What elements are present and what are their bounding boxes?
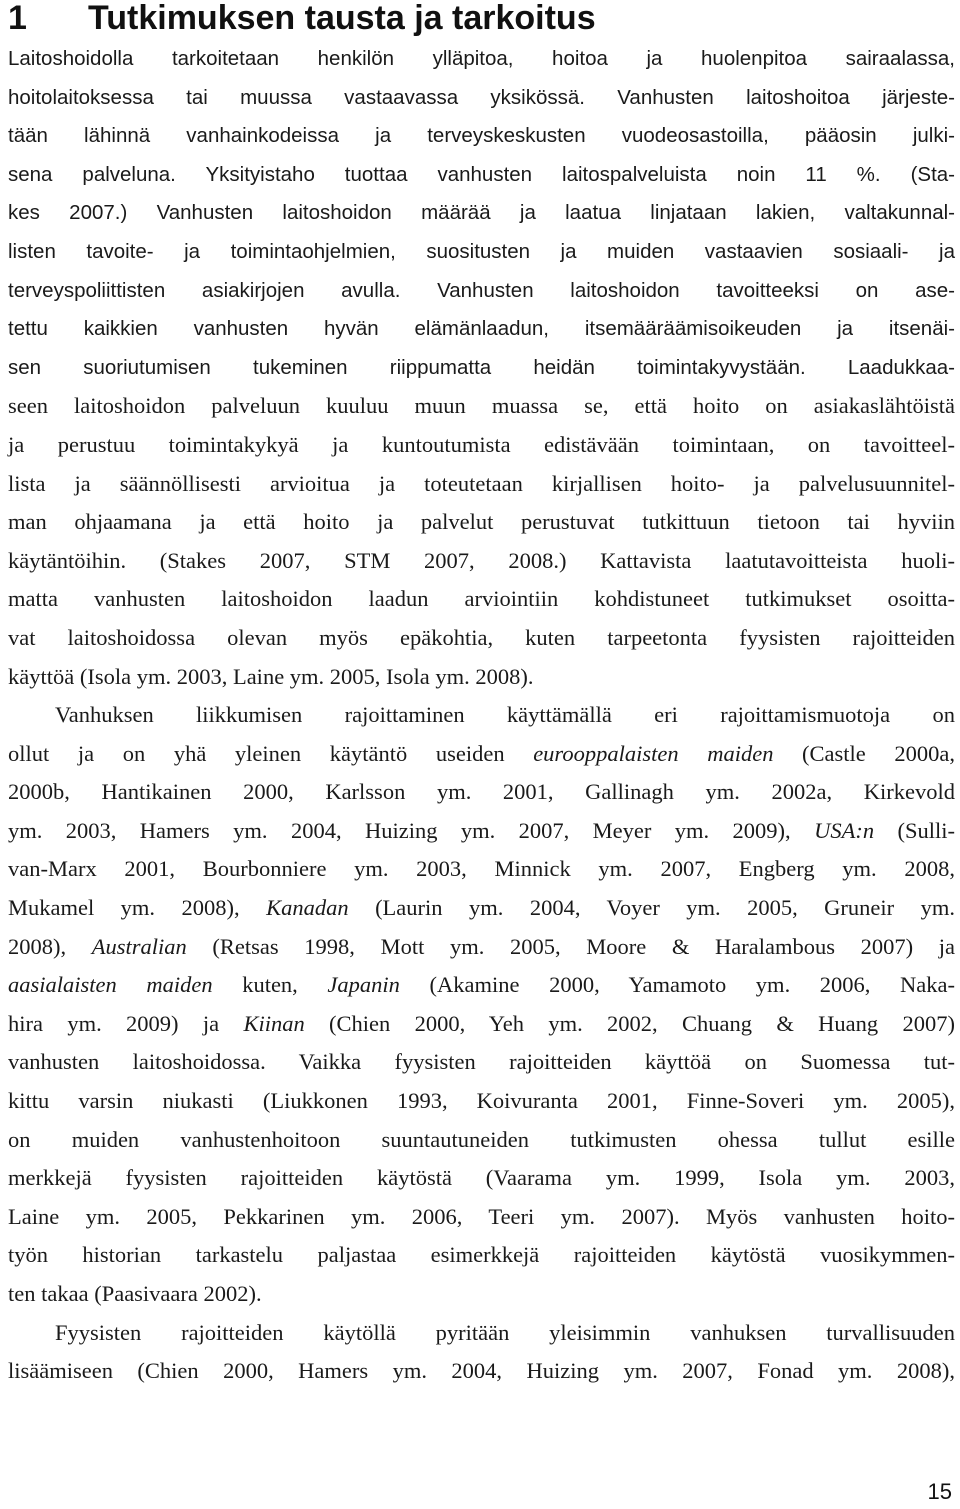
text-segment: lista ja säännöllisesti arvioitua ja toteutetaan kirjallisen hoito- ja palvelusuunnitel- [8,470,955,496]
text-segment: tään lähinnä vanhainkodeissa ja terveyskeskusten vuodeosastoilla, pääosin julki- [8,124,955,148]
text-line [8,542,955,581]
text-segment: van-Marx 2001, Bourbonniere ym. 2003, Minnick ym. 2007, Engberg ym. 2008, [8,856,955,882]
text-segment: Laine ym. 2005, Pekkarinen ym. 2006, Teeri ym. 2007). Myös vanhusten hoito- [8,1203,955,1229]
text-segment: 2000b, Hantikainen 2000, Karlsson ym. 2001, Gallinagh ym. 2002a, Kirkevold [8,779,955,805]
text-segment: terveyspoliittisten asiakirjojen avulla. Vanhusten laitoshoidon tavoitteeksi on ase- [8,278,955,302]
text-line [8,40,955,79]
text-line [8,1121,955,1160]
text-line [8,79,955,118]
text-line [8,349,955,388]
text-segment: sena palveluna. Yksityistaho tuottaa vanhusten laitospalveluista noin 11 %. (Sta- [8,162,955,186]
text-segment: man ohjaamana ja että hoito ja palvelut perustuvat tutkittuun tietoon tai hyviin [8,509,955,535]
text-line [8,580,955,619]
text-line [8,233,955,272]
text-line [8,966,955,1005]
text-segment: sen suoriutumisen tukeminen riippumatta heidän toimintakyvystään. Laadukkaa- [8,355,955,379]
text-segment: tettu kaikkien vanhusten hyvän elämänlaadun, itsemääräämisoikeuden ja itsenäi- [8,317,955,341]
text-line [8,928,955,967]
text-segment: kittu varsin niukasti (Liukkonen 1993, Koivuranta 2001, Finne-Soveri ym. 2005), [8,1088,955,1114]
text-line [8,1043,955,1082]
text-segment: ollut ja on yhä yleinen käytäntö useiden [8,740,534,766]
text-segment: vanhusten laitoshoidossa. Vaikka fyysisten rajoitteiden käyttöä on Suomessa tut- [8,1049,955,1075]
text-line [8,194,955,233]
text-line [8,812,955,851]
section-number: 1 [8,0,27,37]
text-segment: kes 2007.) Vanhusten laitoshoidon määrää ja laatua linjataan lakien, valtakunnal- [8,201,955,225]
text-segment: ym. 2003, Hamers ym. 2004, Huizing ym. 2007, Meyer ym. 2009), [8,817,815,843]
text-line [8,465,955,504]
text-line [8,696,955,735]
text-segment: lisäämiseen (Chien 2000, Hamers ym. 2004, Huizing ym. 2007, Fonad ym. 2008), [8,1358,955,1384]
text-line [8,426,955,465]
section-title: Tutkimuksen tausta ja tarkoitus [88,0,596,37]
text-line [8,1236,955,1275]
italic-text: eurooppalaisten maiden [533,740,774,766]
text-segment: vat laitoshoidossa olevan myös epäkohtia, kuten tarpeetonta fyysisten rajoitteiden [8,624,955,650]
text-line [8,1275,955,1314]
text-line [8,387,955,426]
text-line [8,1198,955,1237]
text-segment: hoitolaitoksessa tai muussa vastaavassa yksikössä. Vanhusten laitoshoitoa järjeste- [8,85,955,109]
text-segment: listen tavoite- ja toimintaohjelmien, suositusten ja muiden vastaavien sosiaali- ja [8,239,955,263]
text-line [8,619,955,658]
text-segment: ten takaa (Paasivaara 2002). [8,1281,262,1306]
text-line [8,272,955,311]
text-line [8,1159,955,1198]
text-segment: on muiden vanhustenhoitoon suuntautuneiden tutkimusten ohessa tullut esille [8,1126,955,1152]
italic-text: aasialaisten maiden [8,972,213,998]
text-segment: käyttöä (Isola ym. 2003, Laine ym. 2005, Isola ym. 2008). [8,663,534,689]
text-line [8,889,955,928]
page-number: 15 [927,1479,952,1504]
text-line [8,658,955,697]
text-segment: 2008), [8,933,92,959]
text-segment: Mukamel ym. 2008), [8,895,267,921]
text-line [8,773,955,812]
text-segment: Fyysisten rajoitteiden käytöllä pyritään yleisimmin vanhuksen turvallisuuden [55,1319,955,1345]
text-segment: merkkejä fyysisten rajoitteiden käytöstä (Vaarama ym. 1999, Isola ym. 2003, [8,1165,955,1191]
italic-text: Kanadan [266,895,349,921]
text-line [8,735,955,774]
text-segment: hira ym. 2009) ja [8,1010,244,1036]
text-segment: ja perustuu toimintakykyä ja kuntoutumista edistävään toimintaan, on tavoitteel- [8,431,955,457]
text-line [8,850,955,889]
text-line [8,117,955,156]
body-text [8,40,955,1391]
italic-text: USA:n [814,817,875,843]
text-line [8,156,955,195]
text-line [8,1005,955,1044]
text-line [8,1082,955,1121]
text-segment: seen laitoshoidon palveluun kuuluu muun muassa se, että hoito on asiakaslähtöistä [8,393,955,419]
text-segment: käytäntöihin. (Stakes 2007, STM 2007, 2008.) Kattavista laatutavoitteista huoli- [8,547,955,573]
section-heading [8,0,596,40]
text-segment: (Chien 2000, Yeh ym. 2002, Chuang & Huang 2007) [304,1010,955,1036]
text-segment: Vanhuksen liikkumisen rajoittaminen käyttämällä eri rajoittamismuotoja on [55,702,955,728]
text-segment: työn historian tarkastelu paljastaa esimerkkejä rajoitteiden käytöstä vuosikymmen- [8,1242,955,1268]
italic-text: Kiinan [243,1010,305,1036]
text-segment: Laitoshoidolla tarkoitetaan henkilön ylläpitoa, hoitoa ja huolenpitoa sairaalassa, [8,47,955,70]
text-line [8,1352,955,1391]
text-line [8,1314,955,1353]
text-line [8,310,955,349]
italic-text: Australian [91,933,187,959]
text-segment: kuten, [212,972,328,998]
text-segment: (Sulli- [874,817,955,843]
text-segment: matta vanhusten laitoshoidon laadun arviointiin kohdistuneet tutkimukset osoitta- [8,586,955,612]
text-line [8,503,955,542]
text-segment: (Akamine 2000, Yamamoto ym. 2006, Naka- [399,972,955,998]
italic-text: Japanin [327,972,400,998]
text-segment: (Castle 2000a, [773,740,955,766]
text-segment: (Laurin ym. 2004, Voyer ym. 2005, Gruneir ym. [348,895,955,921]
text-segment: (Retsas 1998, Mott ym. 2005, Moore & Haralambous 2007) ja [186,933,955,959]
